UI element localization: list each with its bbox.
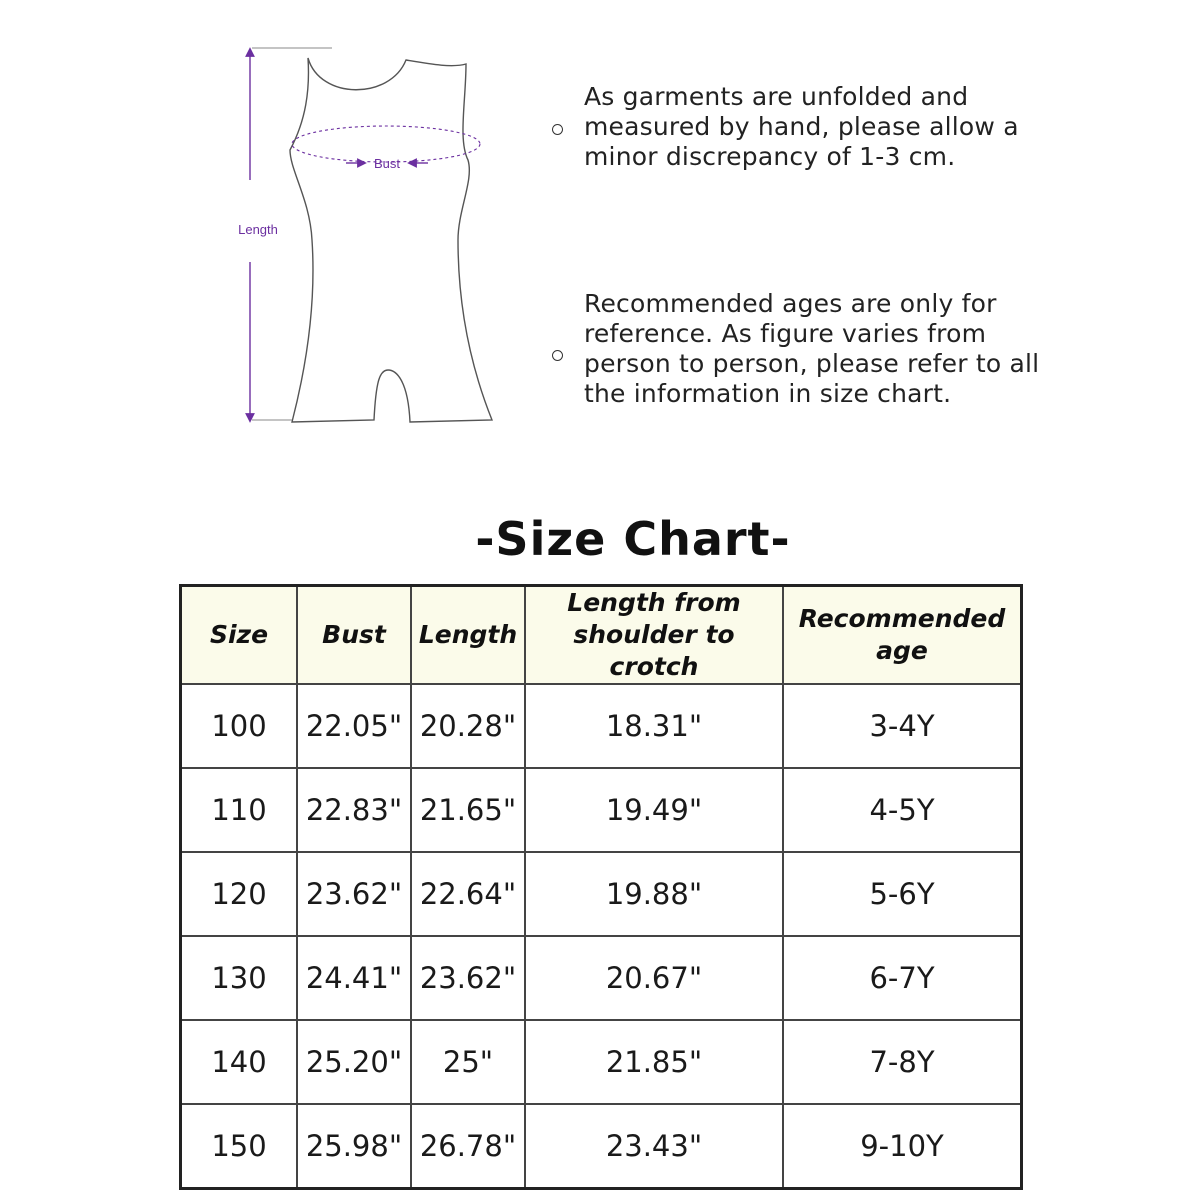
cell-length: 26.78" [411,1104,525,1189]
cell-bust: 24.41" [297,936,411,1020]
cell-shoulder-crotch: 19.49" [525,768,783,852]
cell-bust: 22.83" [297,768,411,852]
bust-label: Bust [373,156,401,171]
note-recommended-ages: Recommended ages are only for reference. As figure varies from person to person, please refer to all the information in size chart. [584,289,1040,408]
length-label: Length [238,222,278,237]
cell-size: 100 [181,684,298,768]
cell-shoulder-crotch: 23.43" [525,1104,783,1189]
cell-length: 22.64" [411,852,525,936]
cell-shoulder-crotch: 20.67" [525,936,783,1020]
cell-bust: 25.98" [297,1104,411,1189]
header-size: Size [181,586,298,685]
cell-age: 6-7Y [783,936,1022,1020]
header-recommended-age: Recommended age [783,586,1022,685]
cell-bust: 25.20" [297,1020,411,1104]
leotard-outline [290,58,492,422]
header-length: Length [411,586,525,685]
cell-size: 150 [181,1104,298,1189]
cell-age: 9-10Y [783,1104,1022,1189]
header-shoulder-crotch: Length from shoulder to crotch [525,586,783,685]
note-bullet-2 [552,350,563,361]
note-discrepancy: As garments are unfolded and measured by hand, please allow a minor discrepancy of 1-3 cm. [584,82,1019,171]
cell-size: 130 [181,936,298,1020]
cell-shoulder-crotch: 21.85" [525,1020,783,1104]
cell-length: 25" [411,1020,525,1104]
cell-age: 3-4Y [783,684,1022,768]
table-row [181,852,1022,936]
garment-diagram [220,40,510,430]
note-bullet-1 [552,124,563,135]
cell-shoulder-crotch: 19.88" [525,852,783,936]
table-row [181,1020,1022,1104]
cell-bust: 23.62" [297,852,411,936]
cell-shoulder-crotch: 18.31" [525,684,783,768]
table-header-row [181,586,1022,685]
cell-length: 21.65" [411,768,525,852]
cell-length: 23.62" [411,936,525,1020]
size-chart-title: -Size Chart- [475,512,791,566]
table-row [181,768,1022,852]
table-row [181,936,1022,1020]
cell-age: 5-6Y [783,852,1022,936]
size-chart-table [179,584,1023,1190]
cell-age: 4-5Y [783,768,1022,852]
cell-size: 110 [181,768,298,852]
cell-size: 120 [181,852,298,936]
table-row [181,684,1022,768]
cell-length: 20.28" [411,684,525,768]
header-bust: Bust [297,586,411,685]
table-row [181,1104,1022,1189]
cell-bust: 22.05" [297,684,411,768]
cell-size: 140 [181,1020,298,1104]
cell-age: 7-8Y [783,1020,1022,1104]
